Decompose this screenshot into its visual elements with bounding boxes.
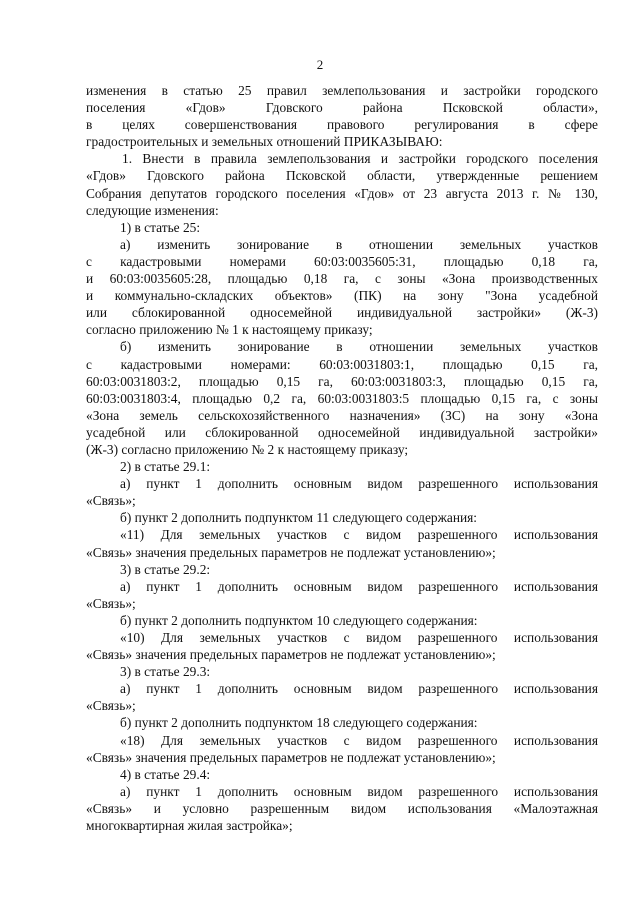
text-line: 3) в статье 29.3: [120,664,211,680]
text-line: 1) в статье 25: [120,219,201,235]
text-line: а) пункт 1 дополнить основным видом разрешенного использования [120,783,598,799]
text-line: поселения «Гдов» Гдовского района Псковской области», [86,100,598,116]
text-line: «Связь» значения предельных параметров не подлежат установлению»; [86,544,496,560]
text-line: в целях совершенствования правового регулирования в сфере [86,117,598,133]
text-line: с кадастровыми номерами 60:03:0035605:31, площадью 0,18 га, [86,253,598,269]
text-line: «Связь»; [86,595,136,611]
text-line: 4) в статье 29.4: [120,766,211,782]
text-line: 60:03:0031803:4, площадью 0,2 га, 60:03:0031803:5 площадью 0,15 га, с зоны [86,390,598,406]
text-line: б) пункт 2 дополнить подпунктом 18 следующего содержания: [120,715,478,731]
text-line: 1. Внести в правила землепользования и застройки городского поселения [122,151,598,167]
text-line: следующие изменения: [86,202,219,218]
text-line: «Связь» и условно разрешенным видом использования «Малоэтажная [86,800,598,816]
text-line: «Гдов» Гдовского района Псковской области, утвержденные решением [86,168,598,184]
text-line: и коммунально-складских объектов» (ПК) на зону "Зона усадебной [86,288,598,304]
text-line: 3) в статье 29.2: [120,561,211,577]
text-line: многоквартирная жилая застройка»; [86,818,293,834]
text-line: согласно приложению № 1 к настоящему приказу; [86,322,373,338]
text-line: «18) Для земельных участков с видом разрешенного использования [120,732,598,748]
document-body [86,82,598,834]
text-line: а) пункт 1 дополнить основным видом разрешенного использования [120,578,598,594]
text-line: или сблокированной односемейной индивидуальной застройки» (Ж-3) [86,305,598,321]
text-line: градостроительных и земельных отношений ПРИКАЗЫВАЮ: [86,134,443,150]
text-line: (Ж-3) согласно приложению № 2 к настоящему приказу; [86,441,409,457]
text-line: а) пункт 1 дополнить основным видом разрешенного использования [120,476,598,492]
text-line: «Связь» значения предельных параметров не подлежат установлению»; [86,749,496,765]
text-line: б) изменить зонирование в отношении земельных участков [120,339,598,355]
text-line: «Связь»; [86,698,136,714]
text-line: «Связь»; [86,493,136,509]
text-line: 60:03:0031803:2, площадью 0,15 га, 60:03:0031803:3, площадью 0,15 га, [86,373,598,389]
text-line: с кадастровыми номерами: 60:03:0031803:1, площадью 0,15 га, [86,356,598,372]
text-line: а) изменить зонирование в отношении земельных участков [120,236,598,252]
text-line: Собрания депутатов городского поселения «Гдов» от 23 августа 2013 г. № 130, [86,185,598,201]
text-line: «Связь» значения предельных параметров не подлежат установлению»; [86,647,496,663]
text-line: изменения в статью 25 правил землепользования и застройки городского [86,83,598,98]
text-line: и 60:03:0035605:28, площадью 0,18 га, с зоны «Зона производственных [86,271,598,287]
text-line: «Зона земель сельскохозяйственного назначения» (ЗС) на зону «Зона [86,407,598,423]
page-number: 2 [316,57,324,72]
text-line: усадебной или сблокированной односемейной индивидуальной застройки» [86,424,598,440]
text-line: «11) Для земельных участков с видом разрешенного использования [120,527,598,543]
text-line: б) пункт 2 дополнить подпунктом 10 следующего содержания: [120,612,478,628]
text-line: б) пункт 2 дополнить подпунктом 11 следующего содержания: [120,510,478,526]
text-line: «10) Для земельных участков с видом разрешенного использования [120,630,598,645]
text-line: а) пункт 1 дополнить основным видом разрешенного использования [120,681,598,697]
text-line: 2) в статье 29.1: [120,459,211,475]
